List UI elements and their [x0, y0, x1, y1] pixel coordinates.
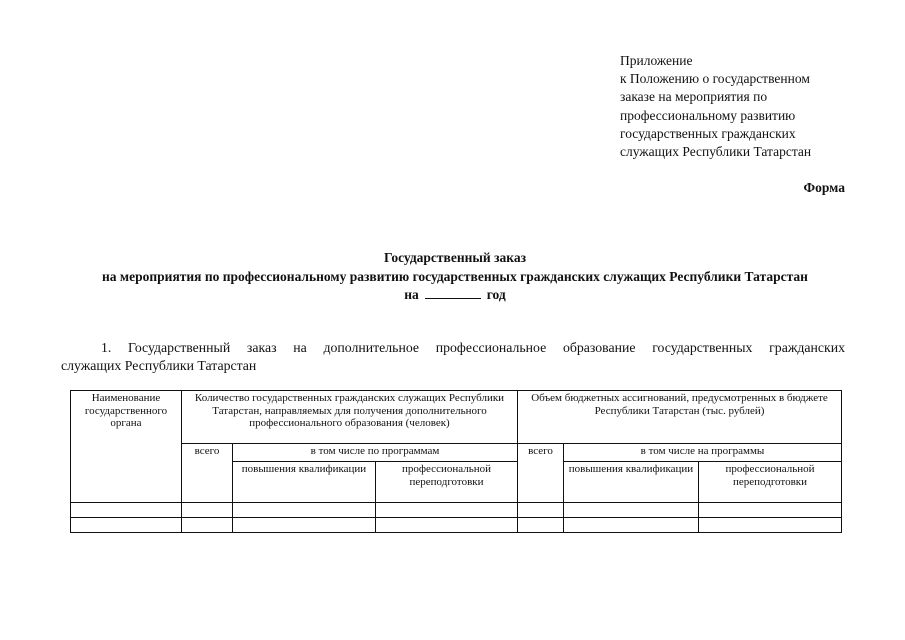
- header-count-qualification: повышения квалификации: [233, 462, 376, 503]
- state-order-table: [70, 390, 842, 533]
- header-count: Количество государственных гражданских служащих Республики Татарстан, направляемых для получения дополнительного профессионального образования (человек): [182, 391, 518, 444]
- appendix-line: служащих Республики Татарстан: [620, 144, 812, 160]
- form-label: Форма: [803, 180, 845, 195]
- header-count-total: всего: [182, 444, 233, 503]
- table-subheader-row: [71, 444, 842, 462]
- header-budget-total: всего: [518, 444, 564, 503]
- table-cell[interactable]: [564, 518, 699, 533]
- header-budget-retraining: профессиональной переподготовки: [699, 462, 842, 503]
- header-budget-qualification: повышения квалификации: [564, 462, 699, 503]
- title-line-1: Государственный заказ: [383, 250, 527, 265]
- document-title: [60, 249, 850, 305]
- table-cell[interactable]: [182, 518, 233, 533]
- section-1-line-1: 1. Государственный заказ на дополнительное профессиональное образование государственных гражданских: [101, 340, 845, 355]
- table-cell[interactable]: [564, 503, 699, 518]
- table-cell[interactable]: [518, 518, 564, 533]
- header-budget-incl: в том числе на программы: [564, 444, 842, 462]
- year-prefix: на: [404, 287, 419, 302]
- table-cell[interactable]: [518, 503, 564, 518]
- table-cell[interactable]: [376, 518, 518, 533]
- table-cell[interactable]: [376, 503, 518, 518]
- appendix-line: профессиональному развитию: [620, 107, 796, 123]
- table-cell[interactable]: [233, 503, 376, 518]
- header-org: Наименование государственного органа: [71, 391, 182, 503]
- year-blank-field[interactable]: [425, 286, 481, 299]
- table-cell[interactable]: [182, 503, 233, 518]
- section-1-line-2: служащих Республики Татарстан: [61, 358, 257, 373]
- title-year-line: [60, 286, 850, 305]
- table-cell[interactable]: [233, 518, 376, 533]
- table-header-row: [71, 391, 842, 444]
- appendix-line: к Положению о государственном: [620, 71, 810, 87]
- table-row: [71, 518, 842, 533]
- table-cell[interactable]: [71, 518, 182, 533]
- appendix-note: [620, 52, 860, 161]
- table-cell[interactable]: [699, 503, 842, 518]
- header-count-incl: в том числе по программам: [233, 444, 518, 462]
- section-1-heading: [61, 339, 845, 375]
- appendix-line: государственных гражданских: [620, 125, 796, 141]
- header-count-retraining: профессиональной переподготовки: [376, 462, 518, 503]
- table-cell[interactable]: [699, 518, 842, 533]
- table-cell[interactable]: [71, 503, 182, 518]
- header-budget: Объем бюджетных ассигнований, предусмотренных в бюджете Республики Татарстан (тыс. рублей): [518, 391, 842, 444]
- year-suffix: год: [486, 287, 506, 302]
- appendix-line: заказе на мероприятия по: [620, 89, 768, 105]
- table-row: [71, 503, 842, 518]
- title-line-2: на мероприятия по профессиональному развитию государственных гражданских служащих Республики Татарстан: [102, 268, 808, 284]
- appendix-line: Приложение: [620, 53, 693, 68]
